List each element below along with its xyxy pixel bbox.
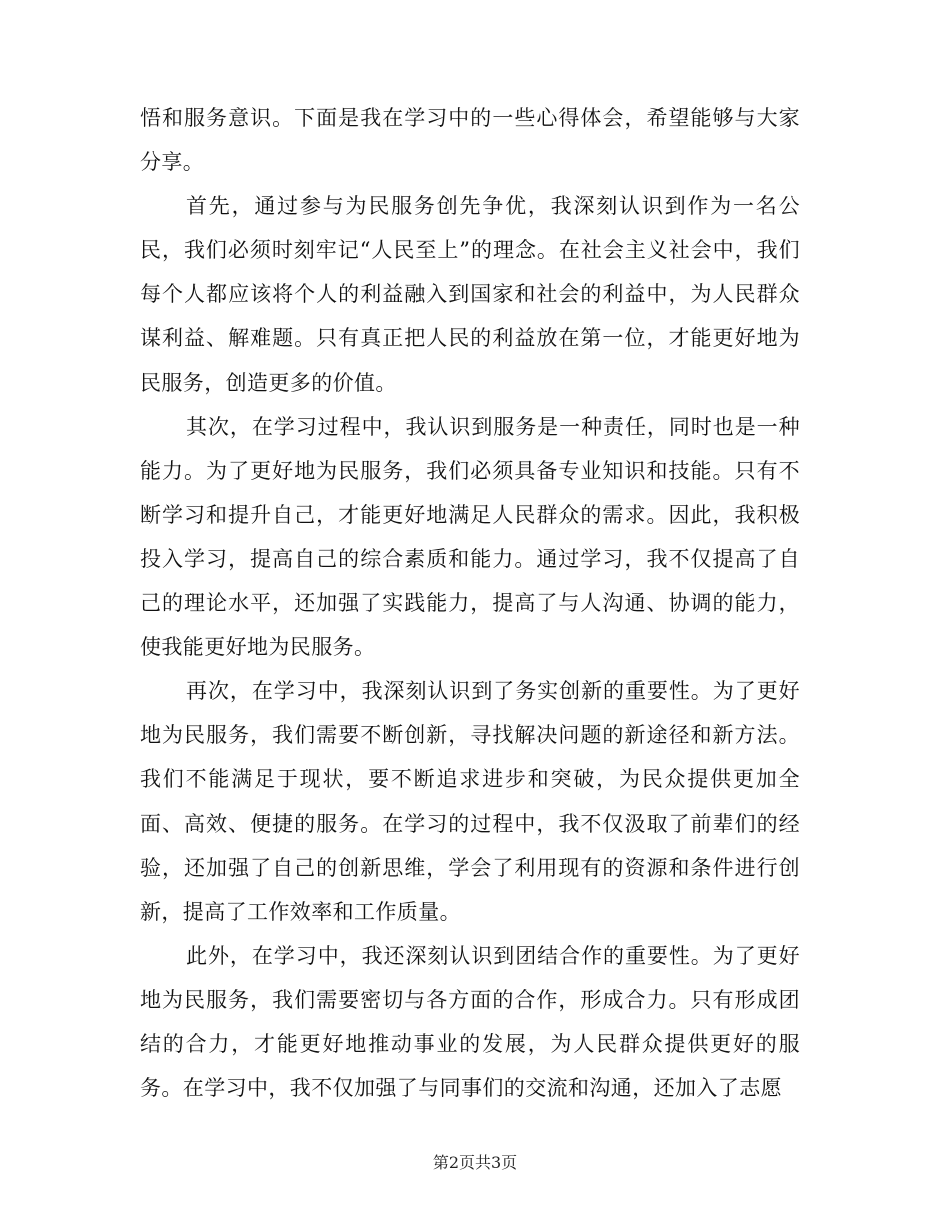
paragraph-4: 再次，在学习中，我深刻认识到了务实创新的重要性。为了更好地为民服务，我们需要不断创新，寻找解决问题的新途径和新方法。我们不能满足于现状，要不断追求进步和突破，为民众提供更加全面、高效、便捷的服务。在学习的过程中，我不仅汲取了前辈们的经验，还加强了自己的创新思维，学会了利用现有的资源和条件进行创新，提高了工作效率和工作质量。: [140, 679, 800, 924]
paragraph-1: 悟和服务意识。下面是我在学习中的一些心得体会，希望能够与大家分享。: [140, 106, 800, 175]
paragraph-3: 其次，在学习过程中，我认识到服务是一种责任，同时也是一种能力。为了更好地为民服务，我们必须具备专业知识和技能。只有不断学习和提升自己，才能更好地满足人民群众的需求。因此，我积极投入学习，提高自己的综合素质和能力。通过学习，我不仅提高了自己的理论水平，还加强了实践能力，提高了与人沟通、协调的能力，使我能更好地为民服务。: [140, 414, 800, 660]
paragraph-5: 此外，在学习中，我还深刻认识到团结合作的重要性。为了更好地为民服务，我们需要密切与各方面的合作，形成合力。只有形成团结的合力，才能更好地推动事业的发展，为人民群众提供更好的服务。在学习中，我不仅加强了与同事们的交流和沟通，还加入了志愿: [140, 943, 800, 1101]
document-body: [140, 96, 800, 1110]
page-number-footer: 第2页共3页: [432, 1153, 518, 1172]
paragraph-2: 首先，通过参与为民服务创先争优，我深刻认识到作为一名公民，我们必须时刻牢记“人民至上”的理念。在社会主义社会中，我们每个人都应该将个人的利益融入到国家和社会的利益中，为人民群众谋利益、解难题。只有真正把人民的利益放在第一位，才能更好地为民服务，创造更多的价值。: [140, 194, 800, 395]
